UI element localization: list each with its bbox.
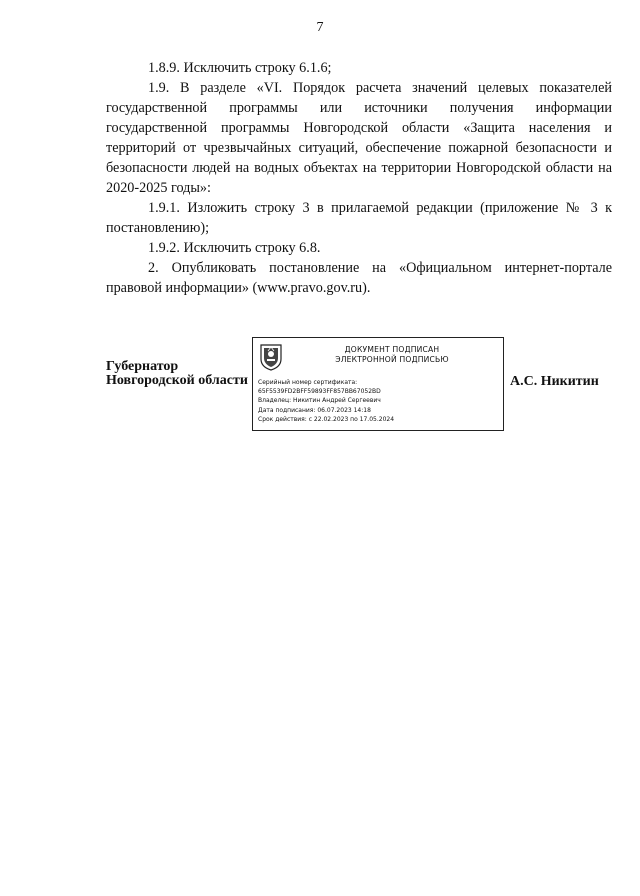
certificate-details [258,378,502,424]
serial-label: Серийный номер сертификата: [258,379,358,386]
paragraph-1-9: 1.9. В разделе «VI. Порядок расчета значений целевых показателей государственной программы или источники получения информации государственной программы Новгородской области «Защита населения и территорий от чрезвычайных ситуаций, обеспечение пожарной безопасности и безопасности людей на водных объектах на территории Новгородской области на 2020-2025 годы»: [106,80,612,196]
paragraph-1-8-9: 1.8.9. Исключить строку 6.1.6; [148,60,332,76]
paragraph-1-9-1: 1.9.1. Изложить строку 3 в прилагаемой редакции (приложение № 3 к постановлению); [106,200,612,236]
stamp-heading-line1: ДОКУМЕНТ ПОДПИСАН [344,345,440,354]
signatory-name: А.С. Никитин [510,374,599,389]
certificate-validity: Срок действия: с 22.02.2023 по 17.05.2024 [258,415,395,423]
signing-date: Дата подписания: 06.07.2023 14:18 [258,406,371,414]
serial-number: 65F5539FD2BFF59893FF857BB67052BD [258,388,381,396]
signatory-title-line2: Новгородской области [106,373,248,388]
paragraph-1-9-2: 1.9.2. Исключить строку 6.8. [148,240,321,256]
document-body [106,58,612,298]
signatory-title [106,360,248,388]
stamp-heading-line2: ЭЛЕКТРОННОЙ ПОДПИСЬЮ [335,355,449,364]
certificate-owner: Владелец: Никитин Андрей Сергеевич [258,397,381,405]
signatory-title-line1: Губернатор [106,359,179,374]
page-number: 7 [316,20,324,35]
coat-of-arms-icon [259,343,283,371]
electronic-signature-stamp [252,337,504,431]
paragraph-2: 2. Опубликовать постановление на «Официальном интернет-портале правовой информации» (www.pravo.gov.ru). [106,260,612,296]
stamp-heading [287,345,497,365]
